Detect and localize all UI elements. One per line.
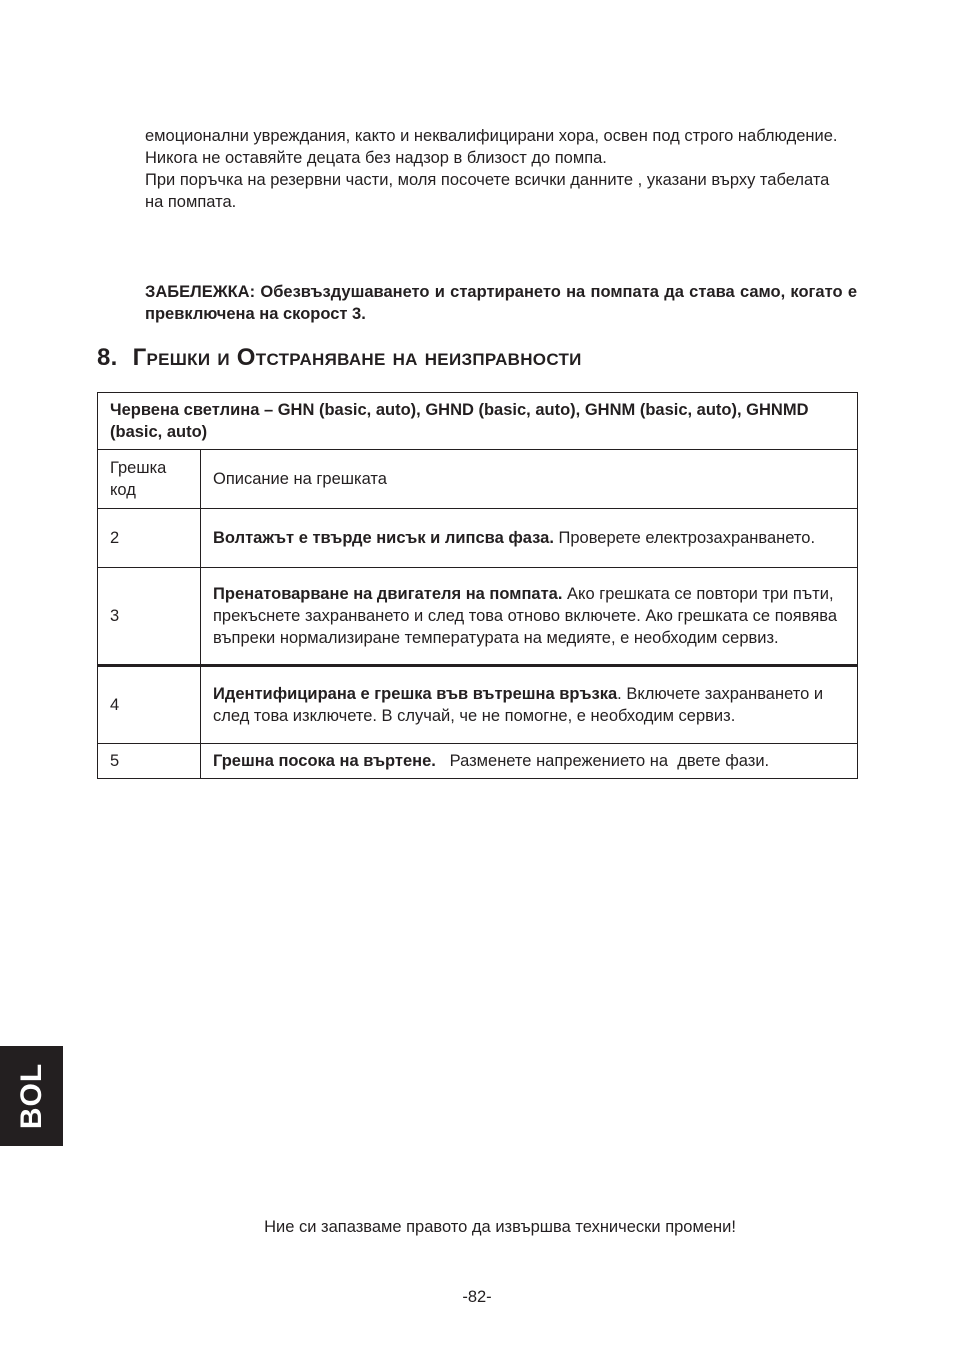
table-row <box>98 568 858 666</box>
footer-note: Ние си запазваме правото да извършва технически промени! <box>264 1218 736 1236</box>
error-code: 2 <box>98 509 201 568</box>
table-row <box>98 509 858 568</box>
error-description <box>201 744 858 779</box>
section-number: 8. <box>97 344 118 371</box>
note-paragraph: ЗАБЕЛЕЖКА: Обезвъздушаването и стартирането на помпата да става само, когато е превключена на скорост 3. <box>145 283 857 323</box>
error-title: Пренатоварване на двигателя на помпата. <box>213 585 563 603</box>
page-number: -82- <box>462 1288 492 1306</box>
table-header-row <box>98 393 858 450</box>
error-code: 3 <box>98 568 201 666</box>
table-row <box>98 666 858 744</box>
error-description <box>201 509 858 568</box>
section-heading <box>97 344 582 372</box>
error-code: 5 <box>98 744 201 779</box>
intro-text <box>145 125 845 213</box>
error-code: 4 <box>98 666 201 744</box>
intro-line: емоционални увреждания, както и неквалифицирани хора, освен под строго наблюдение. <box>145 127 838 145</box>
column-header-row <box>98 450 858 509</box>
language-tab <box>0 1046 63 1146</box>
error-title: Идентифицирана е грешка във вътрешна връзка <box>213 685 618 703</box>
error-title: Грешна посока на въртене. <box>213 752 436 770</box>
intro-line: При поръчка на резервни части, моля посочете всички данните , указани върху табелата на помпата. <box>145 171 830 211</box>
error-table <box>97 392 858 779</box>
error-description <box>201 568 858 666</box>
column-header-description: Описание на грешката <box>201 450 858 509</box>
error-title: Волтажът е твърде нисък и липсва фаза. <box>213 529 554 547</box>
column-header-code: Грешка код <box>98 450 201 509</box>
error-text: Ако грешката се повтори три пъти, прекъснете захранването и след това отново включете. Ако грешката се появява въпреки нормализиране температурата на медияте, е необходим сервиз. <box>213 585 838 647</box>
error-text: . Включете захранването и след това изключете. В случай, че не помогне, е необходим сервиз. <box>213 685 824 725</box>
table-header: Червена светлина – GHN (basic, auto), GHND (basic, auto), GHNM (basic, auto), GHNMD (basic, auto) <box>98 393 858 450</box>
error-text: Разменете напрежението на двете фази. <box>435 752 770 770</box>
intro-line: Никога не оставяйте децата без надзор в близост до помпа. <box>145 149 607 167</box>
section-title: Грешки и Отстраняване на неизправности <box>132 344 582 371</box>
language-tab-label: BOL <box>14 1062 48 1130</box>
table-row <box>98 744 858 779</box>
error-text: Проверете електрозахранването. <box>553 529 816 547</box>
error-description <box>201 666 858 744</box>
